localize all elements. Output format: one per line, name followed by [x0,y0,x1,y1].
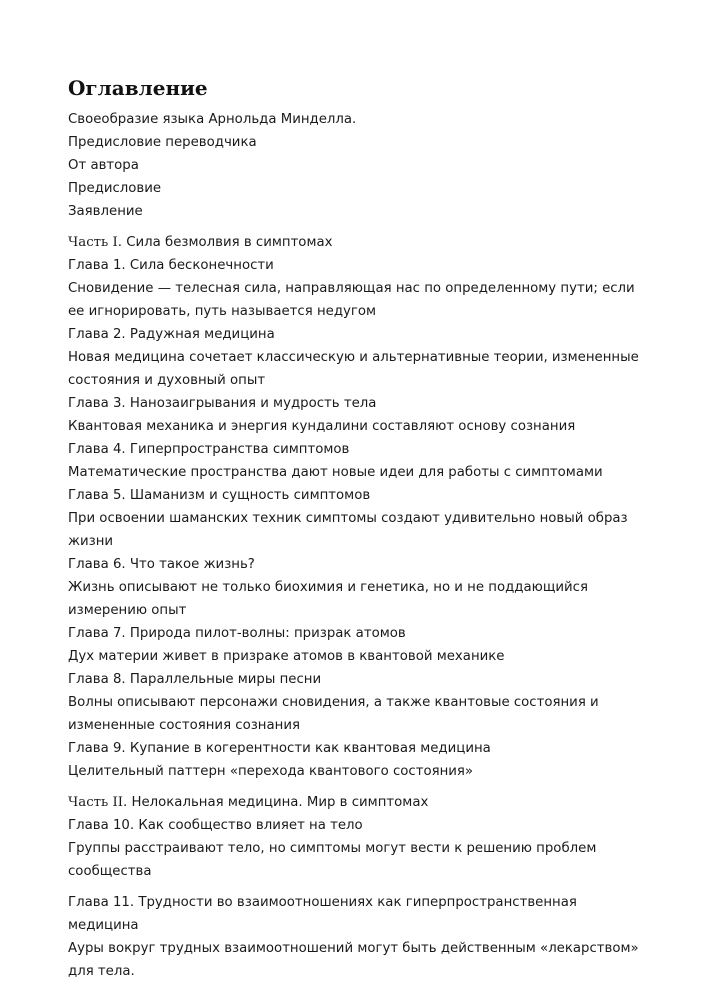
toc-entry-statement: Заявление [68,204,143,219]
chapter-8-desc: Волны описывают персонажи сновидения, а также квантовые состояния и измененные состояния сознания [68,695,599,733]
chapter-9-title: Глава 9. Купание в когерентности как квантовая медицина [68,741,491,756]
chapter-11-title: Глава 11. Трудности во взаимоотношениях как гиперпространственная медицина [68,895,577,933]
toc-entry-translator-preface: Предисловие переводчика [68,135,257,150]
chapter-10-desc: Группы расстраивают тело, но симптомы могут вести к решению проблем сообщества [68,841,597,879]
chapter-4-title: Глава 4. Гиперпространства симптомов [68,442,350,457]
chapter-3-title: Глава 3. Нанозаигрывания и мудрость тела [68,396,377,411]
toc-entry-from-author: От автора [68,158,139,173]
part-2-label: Часть II. [68,795,128,810]
chapter-5-title: Глава 5. Шаманизм и сущность симптомов [68,488,371,503]
part-1-name: Сила безмолвия в симптомах [126,235,333,250]
toc-title: Оглавление [68,76,208,100]
chapter-8-title: Глава 8. Параллельные миры песни [68,672,322,687]
chapter-1-title: Глава 1. Сила бесконечности [68,258,274,273]
chapter-9-desc: Целительный паттерн «перехода квантового состояния» [68,764,474,779]
toc-entry-preface: Предисловие [68,181,162,196]
front-matter-list [68,108,643,223]
chapter-4-desc: Математические пространства дают новые идеи для работы с симптомами [68,465,603,480]
chapter-7-title: Глава 7. Природа пилот-волны: призрак атомов [68,626,406,641]
chapter-3-desc: Квантовая механика и энергия кундалини составляют основу сознания [68,419,576,434]
chapter-7-desc: Дух материи живет в призраке атомов в квантовой механике [68,649,505,664]
chapter-2-title: Глава 2. Радужная медицина [68,327,275,342]
chapter-5-desc: При освоении шаманских техник симптомы создают удивительно новый образ жизни [68,511,628,549]
chapter-6-desc: Жизнь описывают не только биохимия и генетика, но и не поддающийся измерению опыт [68,580,588,618]
part-2-name: Нелокальная медицина. Мир в симптомах [131,795,429,810]
part-1-heading [68,231,643,254]
chapter-10-title: Глава 10. Как сообщество влияет на тело [68,818,363,833]
chapter-11-desc: Ауры вокруг трудных взаимоотношений могут быть действенным «лекарством» для тела. [68,941,639,979]
toc-content [68,108,643,983]
chapter-6-title: Глава 6. Что такое жизнь? [68,557,255,572]
part-1-label: Часть I. [68,235,122,250]
toc-entry-language: Своеобразие языка Арнольда Минделла. [68,112,357,127]
chapter-2-desc: Новая медицина сочетает классическую и альтернативные теории, измененные состояния и духовный опыт [68,350,639,388]
chapter-1-desc: Сновидение — телесная сила, направляющая нас по определенному пути; если ее игнорировать, путь называется недугом [68,281,635,319]
part-2-heading [68,791,643,814]
